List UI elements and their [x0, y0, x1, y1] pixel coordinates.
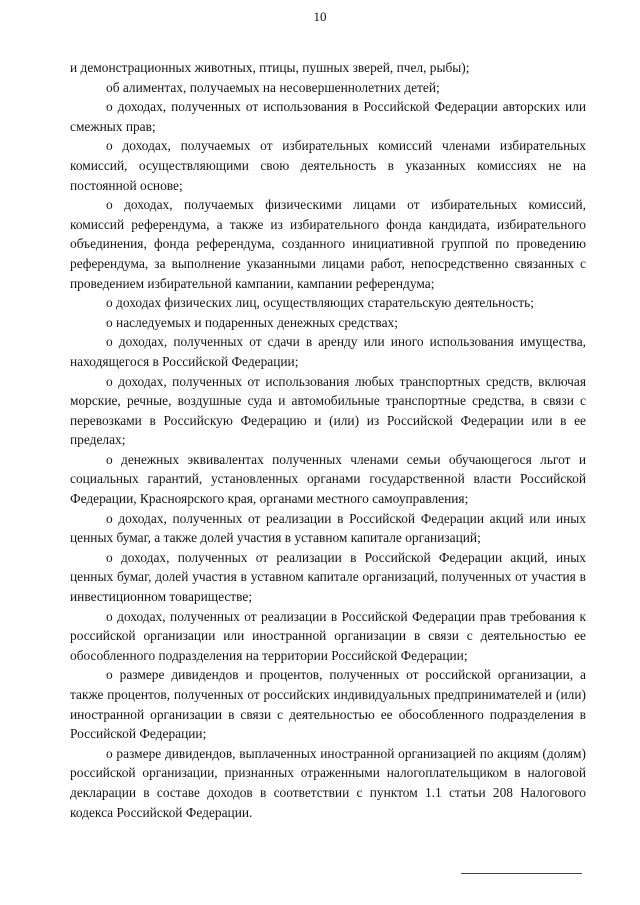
paragraph-copyright-income: о доходах, полученных от использования в Российской Федерации авторских или смежных прав; — [70, 99, 586, 134]
footnote-separator-line — [461, 873, 582, 874]
paragraph-alimony: об алиментах, получаемых на несовершеннолетних детей; — [106, 79, 440, 95]
paragraph-family-benefits: о денежных эквивалентах полученных членами семьи обучающегося льгот и социальных гарантий, установленных органами государственной власти Российской Федерации, Красноярского края, органами местного самоуправления; — [70, 451, 586, 507]
page-number: 10 — [313, 9, 327, 24]
paragraph-transport-income: о доходах, полученных от использования любых транспортных средств, включая морские, речные, воздушные суда и автомобильные транспортные средства, в связи с перевозками в Российскую Федерацию и (или) из Российской Федерации или в ее пределах; — [70, 373, 586, 448]
paragraph-claim-rights: о доходах, полученных от реализации в Российской Федерации прав требования к российской организации или иностранной организации в связи с деятельностью ее обособленного подразделения на территории Российской Федерации; — [70, 608, 586, 663]
paragraph-election-commission-income: о доходах, получаемых физическими лицами от избирательных комиссий, комиссий референдума, а также из избирательного фонда кандидата, избирательного объединения, фонда референдума, созданного инициативной группой по проведению референдума, за выполнение указанными лицами работ, непосредственно связанных с проведением избирательной кампании, кампании референдума; — [70, 197, 586, 291]
paragraph-dividends-interest: о размере дивидендов и процентов, полученных от российской организации, а также процентов, полученных от российских индивидуальных предпринимателей и (или) иностранной организации в связи с деятельностью ее обособленного подразделения в Российской Федерации; — [70, 667, 586, 742]
paragraph-investment-partnership: о доходах, полученных от реализации в Российской Федерации акций, иных ценных бумаг, долей участия в уставном капитале организаций, полученных от участия в инвестиционном товариществе; — [70, 549, 586, 605]
document-body — [70, 58, 586, 822]
paragraph-rental-income: о доходах, полученных от сдачи в аренду или иного использования имущества, находящегося в Российской Федерации; — [70, 334, 586, 369]
paragraph-securities-sale: о доходах, полученных от реализации в Российской Федерации акций или иных ценных бумаг, а также долей участия в уставном капитале организаций; — [70, 510, 586, 546]
paragraph-inherited-funds: о наследуемых и подаренных денежных средствах; — [106, 314, 398, 330]
paragraph-election-commission-members: о доходах, получаемых от избирательных комиссий членами избирательных комиссий, осуществляющими свою деятельность в указанных комиссиях не на постоянной основе; — [70, 138, 586, 193]
paragraph-prospecting-income: о доходах физических лиц, осуществляющих старательскую деятельность; — [106, 295, 534, 311]
paragraph-foreign-dividends: о размере дивидендов, выплаченных иностранной организацией по акциям (долям) российской организации, признанных отраженными налогоплательщиком в налоговой декларации в составе доходов в соответствии с пунктом 1.1 статьи 208 Налогового кодекса Российской Федерации. — [70, 745, 586, 820]
paragraph-continuation: и демонстрационных животных, птицы, пушных зверей, пчел, рыбы); — [70, 60, 470, 75]
